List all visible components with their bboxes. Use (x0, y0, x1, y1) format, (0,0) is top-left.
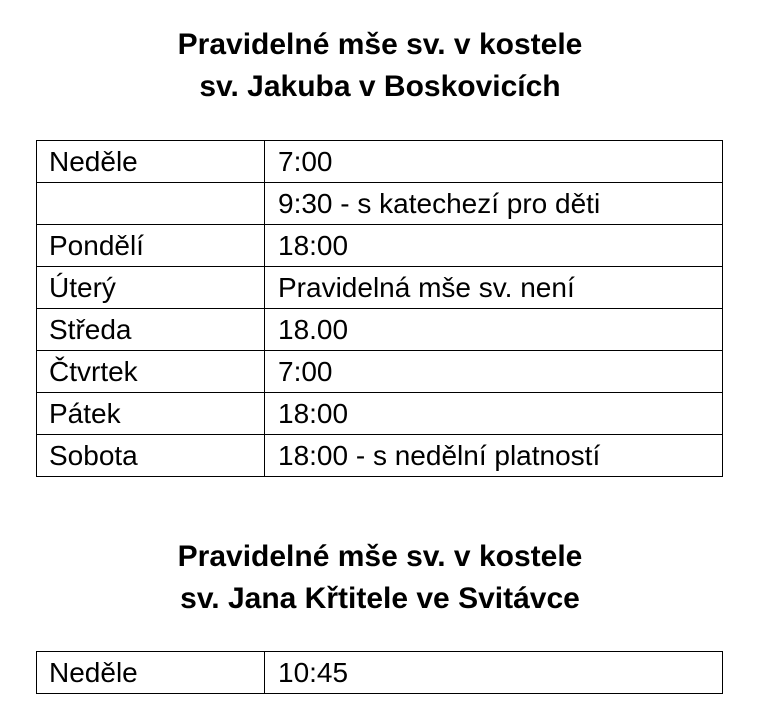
section-2-title (0, 536, 760, 620)
day-cell: Neděle (37, 652, 265, 694)
section-2-schedule-table (36, 651, 723, 694)
table-row (37, 393, 723, 435)
day-cell (37, 183, 265, 225)
time-cell: 7:00 (265, 141, 723, 183)
section-1-title-line-2: sv. Jakuba v Boskovicích (199, 70, 561, 103)
section-2-title-line-1: Pravidelné mše sv. v kostele (177, 540, 583, 573)
time-cell: 18:00 (265, 225, 723, 267)
day-cell: Středa (37, 309, 265, 351)
section-1-schedule-table (36, 140, 723, 477)
table-row (37, 183, 723, 225)
day-cell: Neděle (37, 141, 265, 183)
section-2-title-line-2: sv. Jana Křtitele ve Svitávce (180, 582, 580, 615)
time-cell: 9:30 - s katechezí pro děti (265, 183, 723, 225)
day-cell: Sobota (37, 435, 265, 477)
table-row (37, 225, 723, 267)
section-1-title (0, 24, 760, 108)
table-row (37, 267, 723, 309)
section-1-title-line-1: Pravidelné mše sv. v kostele (177, 28, 583, 61)
table-row (37, 141, 723, 183)
time-cell: 10:45 (265, 652, 723, 694)
day-cell: Čtvrtek (37, 351, 265, 393)
time-cell: Pravidelná mše sv. není (265, 267, 723, 309)
time-cell: 18:00 (265, 393, 723, 435)
day-cell: Úterý (37, 267, 265, 309)
table-row (37, 351, 723, 393)
day-cell: Pondělí (37, 225, 265, 267)
table-row (37, 435, 723, 477)
time-cell: 18:00 - s nedělní platností (265, 435, 723, 477)
table-row (37, 309, 723, 351)
time-cell: 18.00 (265, 309, 723, 351)
day-cell: Pátek (37, 393, 265, 435)
time-cell: 7:00 (265, 351, 723, 393)
table-row (37, 652, 723, 694)
